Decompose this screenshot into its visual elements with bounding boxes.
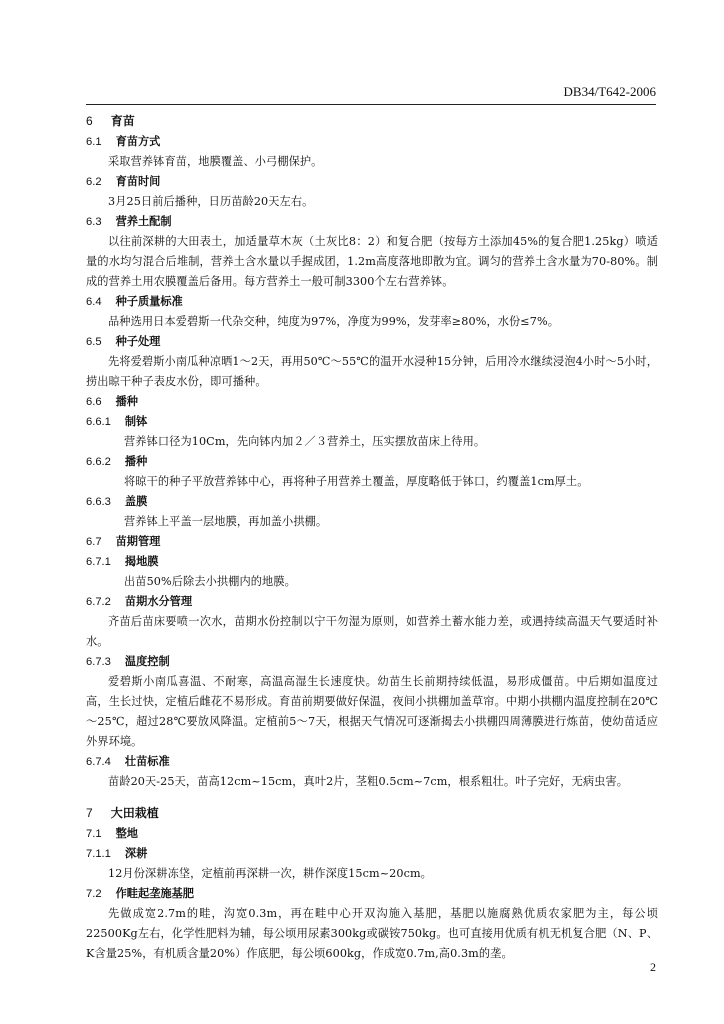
heading-number: 6.4 [86,296,102,308]
heading-number: 6.7.1 [86,556,111,568]
subsection-heading [86,292,658,312]
heading-number: 6.2 [86,176,102,188]
body-paragraph: 以往前深耕的大田表土，加适量草木灰（土灰比8：2）和复合肥（按每方土添加45%的复合肥1.25kg）喷适量的水均匀混合后堆制，营养土含水量以手握成团，1.2m高度落地即散为宜。调匀的营养土含水量为70-80%。制成的营养土用农膜覆盖后备用。每方营养土一般可制3300个左右营养钵。 [86,235,658,288]
heading-title: 制钵 [124,415,148,428]
heading-number: 7.2 [86,888,102,900]
heading-title: 种子处理 [115,335,161,348]
body-paragraph: 12月份深耕冻垡，定植前再深耕一次，耕作深度15cm~20cm。 [108,867,432,880]
subsection-heading [86,552,658,572]
heading-title: 壮苗标准 [124,755,170,768]
body-paragraph: 先将爱碧斯小南瓜种凉晒1～2天，再用50℃～55℃的温开水浸种15分钟，后用冷水继续浸泡4小时～5小时，捞出晾干种子表皮水份，即可播种。 [86,355,658,388]
subsection-heading [86,752,658,772]
heading-title: 盖膜 [124,495,148,508]
heading-title: 播种 [115,395,138,408]
body-paragraph: 齐苗后苗床要喷一次水，苗期水份控制以宁干勿湿为原则，如营养土蓄水能力差，或遇持续高温天气要适时补水。 [86,615,658,648]
subsection-heading [86,844,658,864]
heading-number: 6.3 [86,216,102,228]
body-paragraph: 将晾干的种子平放营养钵中心，再将种子用营养土覆盖，厚度略低于钵口，约覆盖1cm厚土。 [124,475,589,488]
heading-title: 育苗 [110,114,135,128]
subsection-heading [86,592,658,612]
subsection-heading [86,452,658,472]
section-heading [86,110,658,132]
heading-number: 6.7.3 [86,656,111,668]
heading-title: 作畦起垄施基肥 [115,887,194,900]
heading-title: 苗期水分管理 [124,595,193,608]
body-paragraph: 品种选用日本爱碧斯一代杂交种，纯度为97%，净度为99%，发芽率≥80%，水份≤7%。 [108,315,560,328]
subsection-heading [86,392,658,412]
heading-title: 深耕 [124,847,148,860]
body-paragraph: 先做成宽2.7m的畦，沟宽0.3m，再在畦中心开双沟施入基肥，基肥以施腐熟优质农家肥为主，每公顷22500Kg左右，化学性肥料为辅，每公顷用尿素300kg或碳铵750kg。也可直接用优质有机无机复合肥（N、P、K含量25%，有机质含量20%）作底肥，每公顷600kg，作成宽0.7m,高0.3m的垄。 [86,907,658,960]
heading-title: 种子质量标准 [115,295,183,308]
page-number: 2 [650,960,656,974]
body-paragraph: 出苗50%后除去小拱棚内的地膜。 [124,575,296,588]
heading-title: 营养土配制 [115,215,172,228]
heading-number: 7.1.1 [86,848,111,860]
heading-number: 6.7 [86,536,102,548]
heading-number: 7.1 [86,828,102,840]
section-heading [86,802,658,824]
heading-number: 6.1 [86,136,102,148]
heading-number: 6.6.2 [86,456,111,468]
heading-number: 6 [86,114,93,128]
heading-number: 6.7.4 [86,756,111,768]
subsection-heading [86,652,658,672]
body-paragraph: 爱碧斯小南瓜喜温、不耐寒，高温高湿生长速度快。幼苗生长前期持续低温，易形成僵苗。中后期如温度过高，生长过快，定植后雌花不易形成。育苗前期要做好保温，夜间小拱棚加盖草帘。中期小拱棚内温度控制在20℃～25℃，超过28℃要放风降温。定植前5～7天，根据天气情况可逐渐揭去小拱棚四周薄膜进行炼苗，使幼苗适应外界环境。 [86,675,658,748]
heading-number: 6.7.2 [86,596,111,608]
document-code: DB34/T642-2006 [563,84,656,99]
heading-title: 育苗方式 [115,135,161,148]
document-body [86,110,658,964]
body-paragraph: 营养钵上平盖一层地膜，再加盖小拱棚。 [124,515,328,528]
body-paragraph: 营养钵口径为10Cm，先向钵内加２／３营养土，压实摆放苗床上待用。 [124,435,486,448]
body-paragraph: 采取营养钵育苗，地膜覆盖、小弓棚保护。 [108,155,323,168]
heading-title: 大田栽植 [110,806,159,820]
heading-title: 揭地膜 [124,555,159,568]
body-paragraph: 3月25日前后播种，日历苗龄20天左右。 [108,195,314,208]
heading-number: 6.5 [86,336,102,348]
subsection-heading [86,532,658,552]
heading-number: 6.6.1 [86,416,111,428]
subsection-heading [86,132,658,152]
subsection-heading [86,884,658,904]
subsection-heading [86,332,658,352]
heading-number: 7 [86,806,93,820]
subsection-heading [86,212,658,232]
body-paragraph: 苗龄20天-25天，苗高12cm~15cm，真叶2片，茎粗0.5cm~7cm，根系粗壮。叶子完好，无病虫害。 [108,775,629,788]
heading-title: 温度控制 [124,655,170,668]
subsection-heading [86,412,658,432]
heading-title: 苗期管理 [115,535,161,548]
subsection-heading [86,824,658,844]
heading-number: 6.6.3 [86,496,111,508]
heading-title: 播种 [124,455,148,468]
heading-title: 育苗时间 [115,175,161,188]
subsection-heading [86,172,658,192]
header-rule [86,104,656,105]
subsection-heading [86,492,658,512]
heading-number: 6.6 [86,396,102,408]
heading-title: 整地 [115,827,138,840]
